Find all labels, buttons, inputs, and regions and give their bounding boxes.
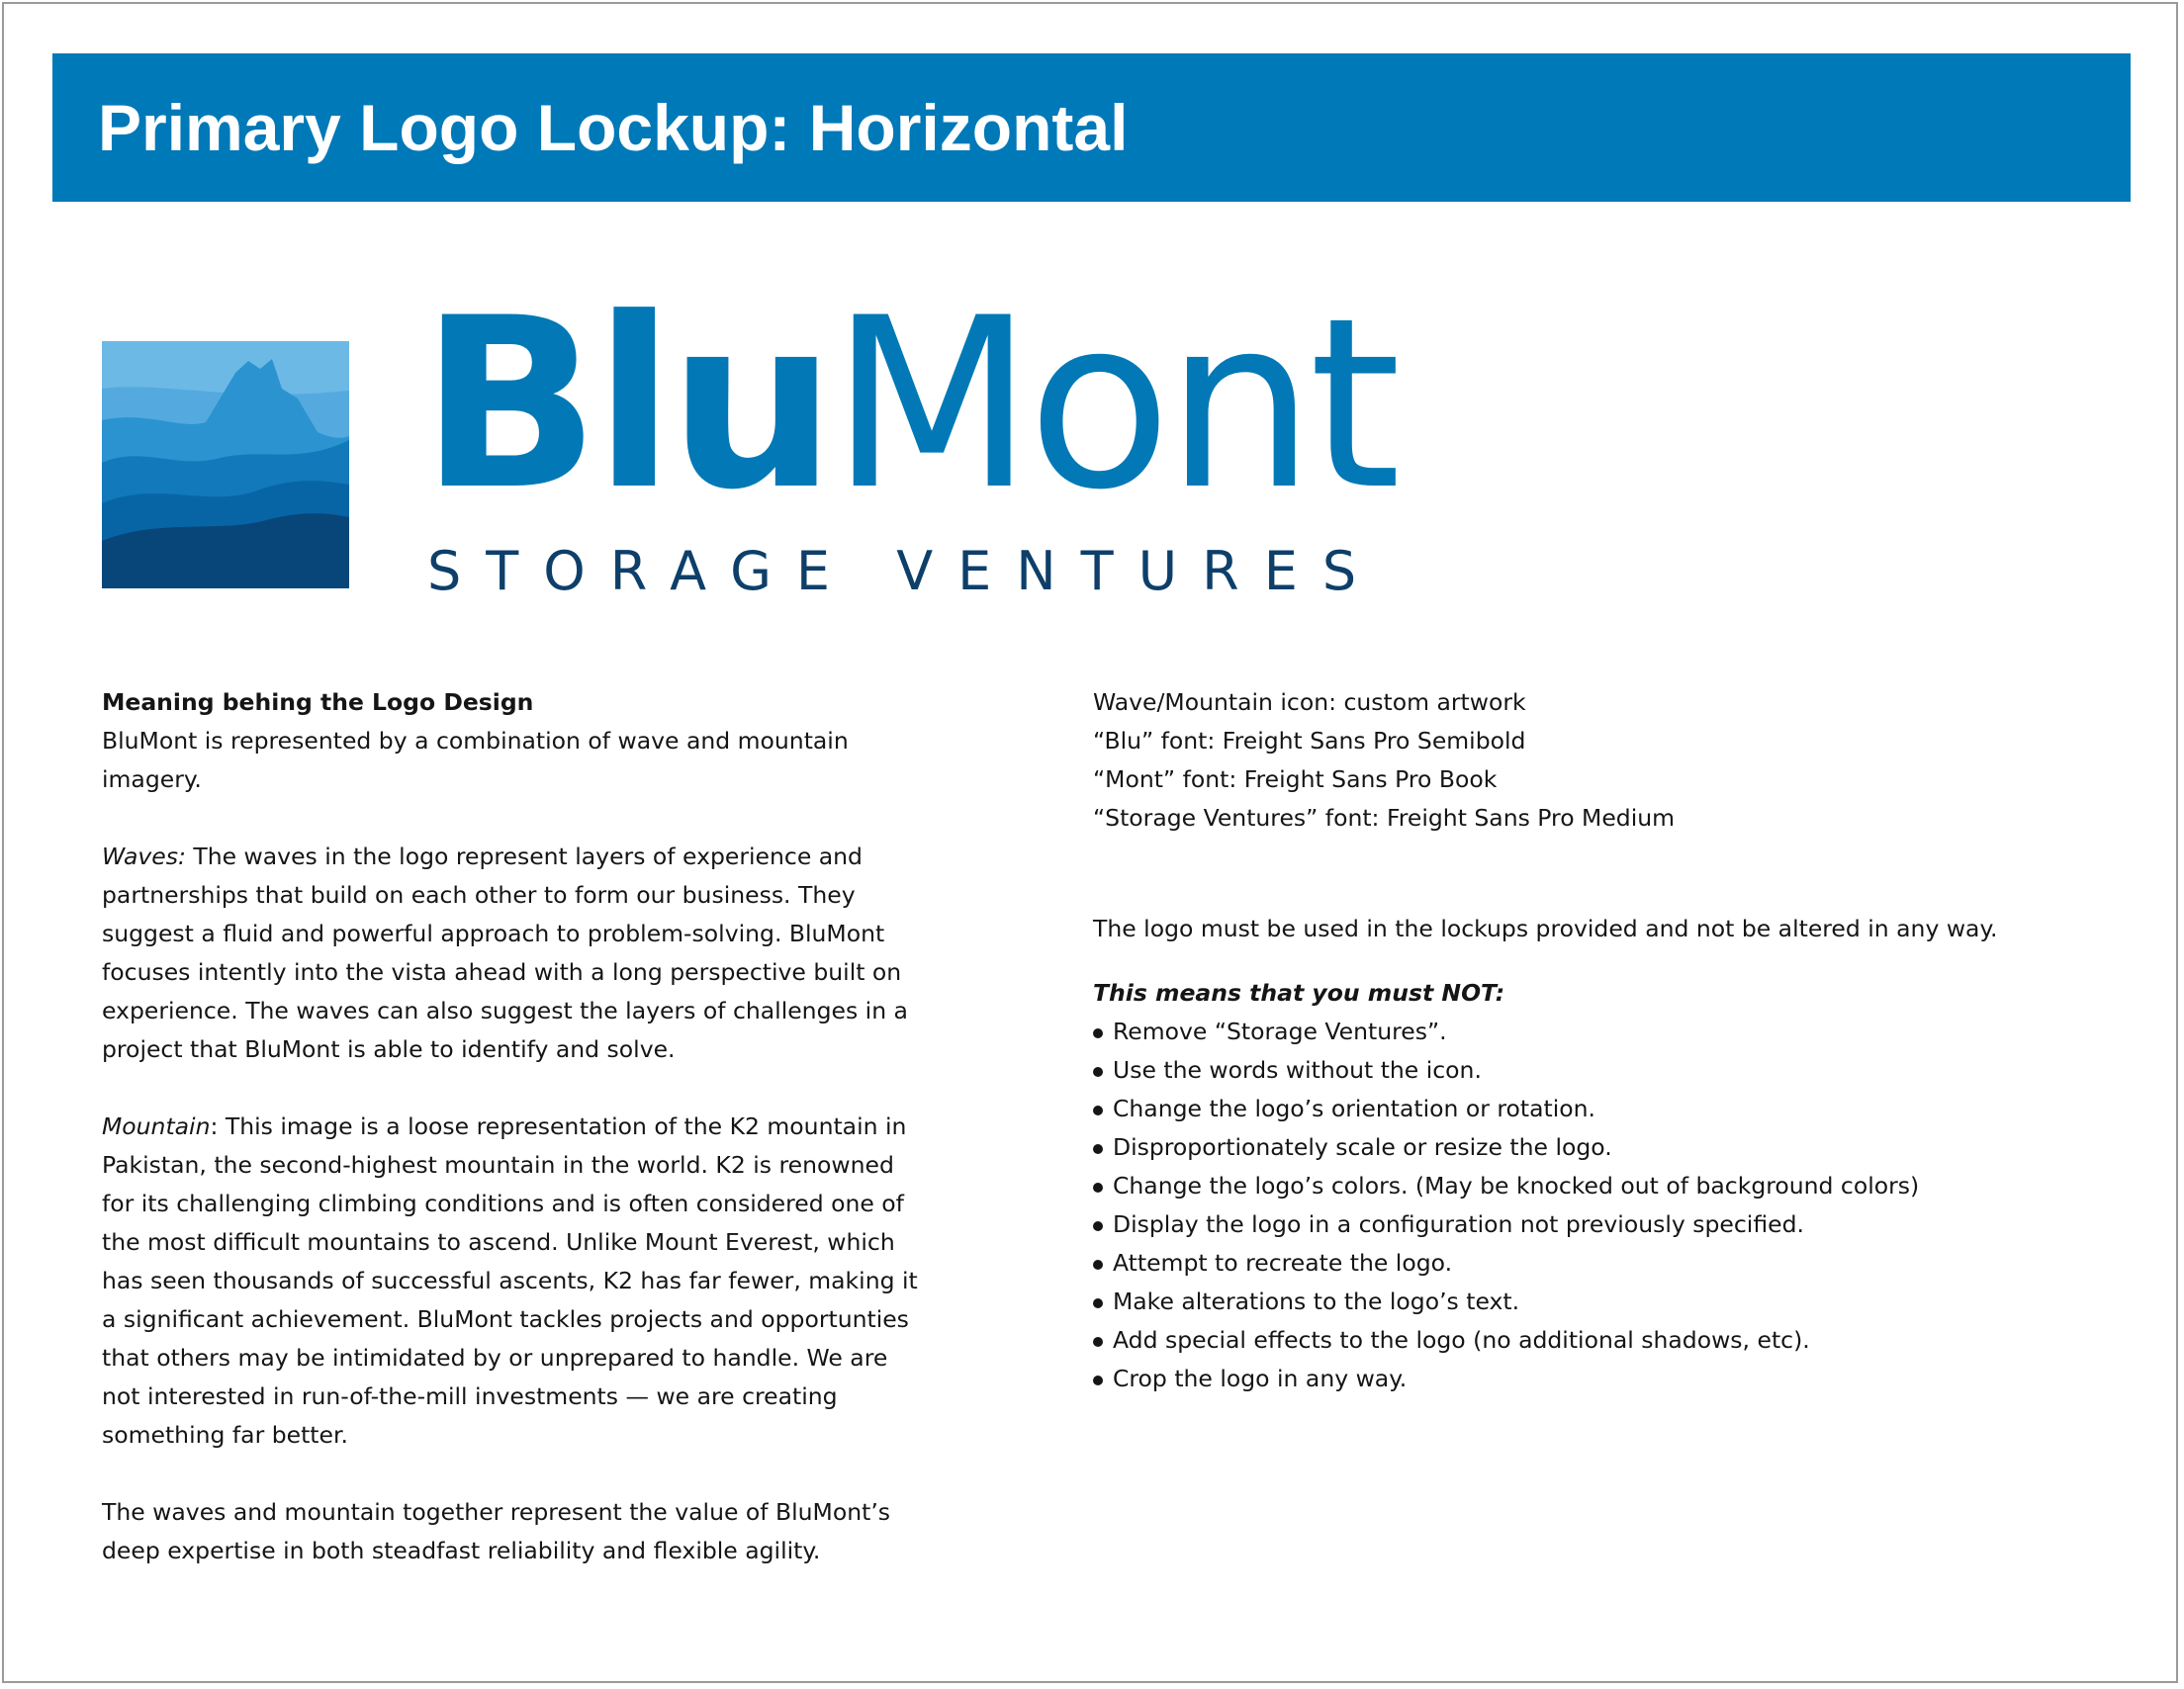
must-not-heading: This means that you must NOT: [1093, 979, 1505, 1007]
list-item: Use the words without the icon. [1093, 1051, 2082, 1090]
list-item: Display the logo in a configuration not previously specified. [1093, 1205, 2082, 1244]
list-item: Add special effects to the logo (no additional shadows, etc). [1093, 1321, 2082, 1360]
bullet-icon [1093, 1337, 1103, 1347]
page-title: Primary Logo Lockup: Horizontal [98, 91, 1129, 164]
waves-paragraph [102, 838, 923, 1069]
logo-meaning-column [102, 683, 923, 1570]
header-bar [52, 53, 2131, 202]
mountain-paragraph [102, 1108, 923, 1455]
spec-line: Wave/Mountain icon: custom artwork [1093, 688, 1526, 716]
bullet-icon [1093, 1183, 1103, 1193]
logo-specs-column [1093, 683, 2082, 1398]
meaning-intro: BluMont is represented by a combination of wave and mountain imagery. [102, 727, 849, 793]
brand-tagline: STORAGE VENTURES [427, 540, 1382, 602]
bullet-icon [1093, 1376, 1103, 1385]
brand-wordmark-mont: Mont [830, 268, 1396, 542]
bullet-icon [1093, 1144, 1103, 1154]
bullet-icon [1093, 1028, 1103, 1038]
bullet-icon [1093, 1067, 1103, 1077]
bullet-icon [1093, 1260, 1103, 1270]
list-item: Make alterations to the logo’s text. [1093, 1283, 2082, 1321]
list-item: Disproportionately scale or resize the logo. [1093, 1128, 2082, 1167]
waves-label: Waves: [102, 843, 186, 870]
must-not-list [1093, 1013, 2082, 1398]
waves-text: The waves in the logo represent layers of experience and partnerships that build on each other to form our business. They suggest a fluid and powerful approach to problem-solving. BluMont focuses intently into the vista ahead with a long perspective built on experience. The waves can also suggest the layers of challenges in a project that BluMont is able to identify and solve. [102, 843, 908, 1063]
meaning-heading: Meaning behing the Logo Design [102, 688, 534, 716]
brand-wordmark-blu: Blu [420, 268, 831, 542]
spec-line: “Blu” font: Freight Sans Pro Semibold [1093, 727, 1526, 755]
list-item: Crop the logo in any way. [1093, 1360, 2082, 1398]
bullet-icon [1093, 1298, 1103, 1308]
list-item: Attempt to recreate the logo. [1093, 1244, 2082, 1283]
list-item: Change the logo’s orientation or rotation. [1093, 1090, 2082, 1128]
mountain-text: : This image is a loose representation of the K2 mountain in Pakistan, the second-highest mountain in the world. K2 is renowned for its challenging climbing conditions and is often considered one of the most difficult mountains to ascend. Unlike Mount Everest, which has seen thousands of successful ascents, K2 has far fewer, making it a significant achievement. BluMont tackles projects and opportunties that others may be intimidated by or unprepared to handle. We are not interested in run-of-the-mill investments — we are creating something far better. [102, 1112, 918, 1449]
bullet-icon [1093, 1221, 1103, 1231]
brand-wordmark [420, 268, 1396, 542]
list-item: Remove “Storage Ventures”. [1093, 1013, 2082, 1051]
spec-line: “Storage Ventures” font: Freight Sans Pro Medium [1093, 804, 1676, 832]
usage-rule: The logo must be used in the lockups provided and not be altered in any way. [1093, 915, 1998, 942]
list-item: Change the logo’s colors. (May be knocked out of background colors) [1093, 1167, 2082, 1205]
wave-mountain-icon [102, 341, 349, 588]
mountain-label: Mountain [102, 1112, 211, 1140]
meaning-closing: The waves and mountain together represent the value of BluMont’s deep expertise in both steadfast reliability and flexible agility. [102, 1498, 891, 1564]
bullet-icon [1093, 1106, 1103, 1115]
spec-line: “Mont” font: Freight Sans Pro Book [1093, 765, 1498, 793]
